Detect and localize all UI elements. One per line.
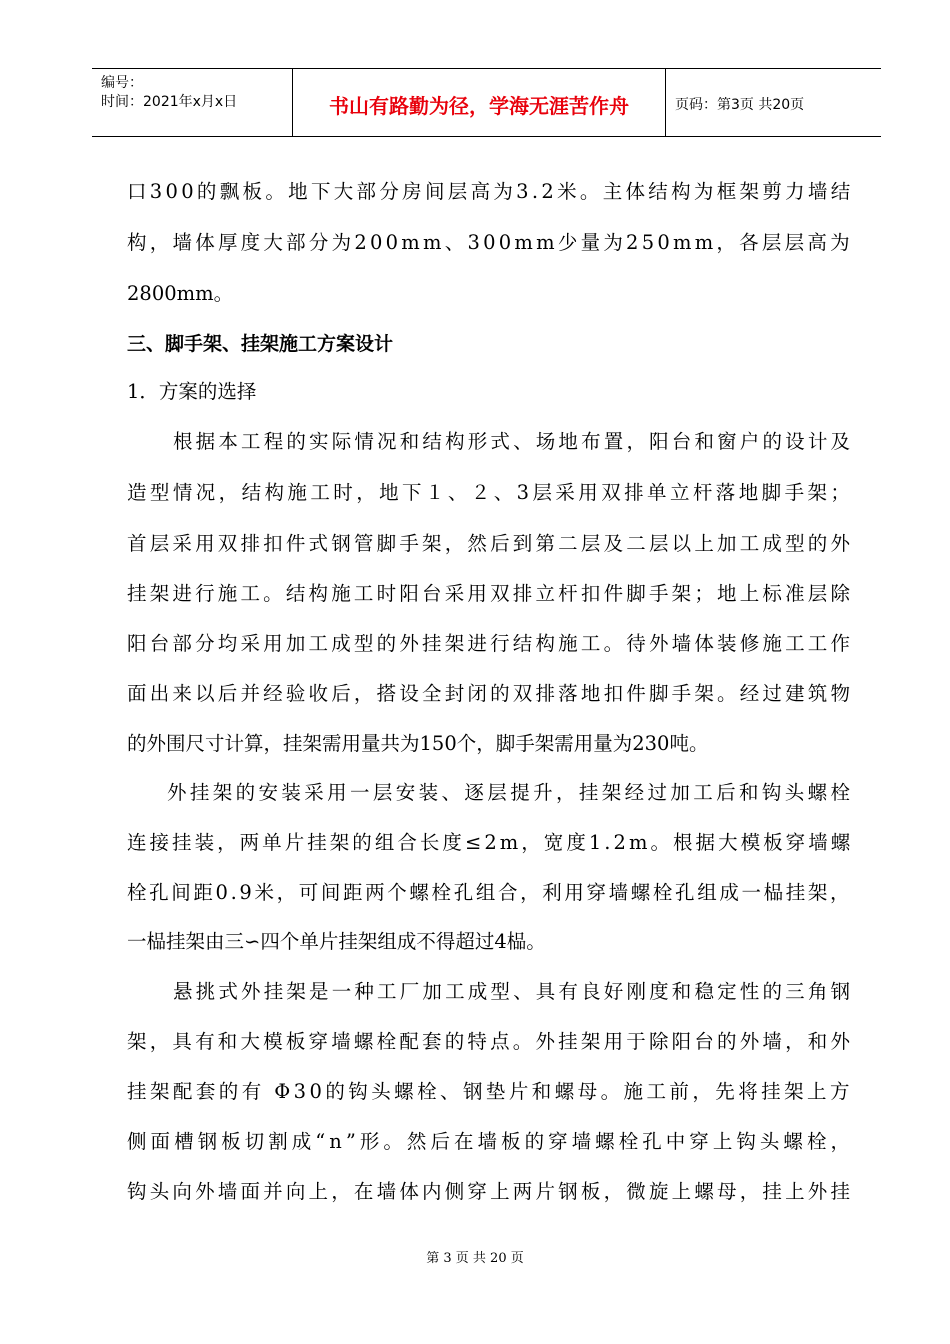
header-motto-cell	[293, 69, 666, 136]
body-line: 阳台部分均采用加工成型的外挂架进行结构施工。待外墙体装修施工工作	[127, 632, 854, 655]
body-line: 悬挑式外挂架是一种工厂加工成型、具有良好刚度和稳定性的三角钢	[173, 980, 854, 1003]
body-line: 根据本工程的实际情况和结构形式、场地布置，阳台和窗户的设计及	[173, 430, 854, 453]
page-header	[92, 68, 881, 137]
body-line: 造型情况，结构施工时，地下１、２、3层采用双排单立杆落地脚手架；	[127, 481, 854, 504]
body-line: 2800mm。	[127, 282, 234, 305]
body-line: 钩头向外墙面并向上，在墙体内侧穿上两片钢板，微旋上螺母，挂上外挂	[127, 1180, 854, 1203]
section-heading: 三、脚手架、挂架施工方案设计	[127, 333, 394, 355]
subsection-heading: 1．方案的选择	[127, 380, 257, 403]
body-line: 构，墙体厚度大部分为200mm、300mm少量为250mm，各层层高为	[127, 231, 853, 254]
document-number-label: 编号：	[101, 75, 143, 91]
body-line: 栓孔间距0.9米，可间距两个螺栓孔组合，利用穿墙螺栓孔组成一榀挂架，	[127, 881, 853, 904]
body-line: 的外围尺寸计算，挂架需用量共为150个，脚手架需用量为230吨。	[127, 732, 709, 755]
header-page-cell	[666, 69, 881, 136]
page-footer: 第 3 页 共 20 页	[426, 1251, 524, 1266]
body-line: 连接挂装，两单片挂架的组合长度≤2m，宽度1.2m。根据大模板穿墙螺	[127, 831, 854, 854]
body-line: 首层采用双排扣件式钢管脚手架，然后到第二层及二层以上加工成型的外	[127, 532, 854, 555]
header-page-info: 页码：第3页 共20页	[675, 97, 805, 113]
body-line: 架，具有和大模板穿墙螺栓配套的特点。外挂架用于除阳台的外墙，和外	[127, 1030, 854, 1053]
body-line: 侧面槽钢板切割成“n”形。然后在墙板的穿墙螺栓孔中穿上钩头螺栓，	[127, 1130, 855, 1153]
header-meta	[92, 69, 293, 136]
document-time-label: 时间：2021年x月x日	[101, 94, 238, 110]
body-line: 一榀挂架由三∽四个单片挂架组成不得超过4榀。	[127, 930, 546, 953]
body-line: 口300的飘板。地下大部分房间层高为3.2米。主体结构为框架剪力墙结	[127, 180, 854, 203]
body-line: 面出来以后并经验收后，搭设全封闭的双排落地扣件脚手架。经过建筑物	[127, 682, 854, 705]
body-line: 挂架配套的有 Φ30的钩头螺栓、钢垫片和螺母。施工前，先将挂架上方	[127, 1080, 853, 1103]
body-line: 挂架进行施工。结构施工时阳台采用双排立杆扣件脚手架；地上标准层除	[127, 582, 854, 605]
body-line: 外挂架的安装采用一层安装、逐层提升，挂架经过加工后和钩头螺栓	[167, 781, 854, 804]
header-motto: 书山有路勤为径，学海无涯苦作舟	[329, 94, 629, 118]
